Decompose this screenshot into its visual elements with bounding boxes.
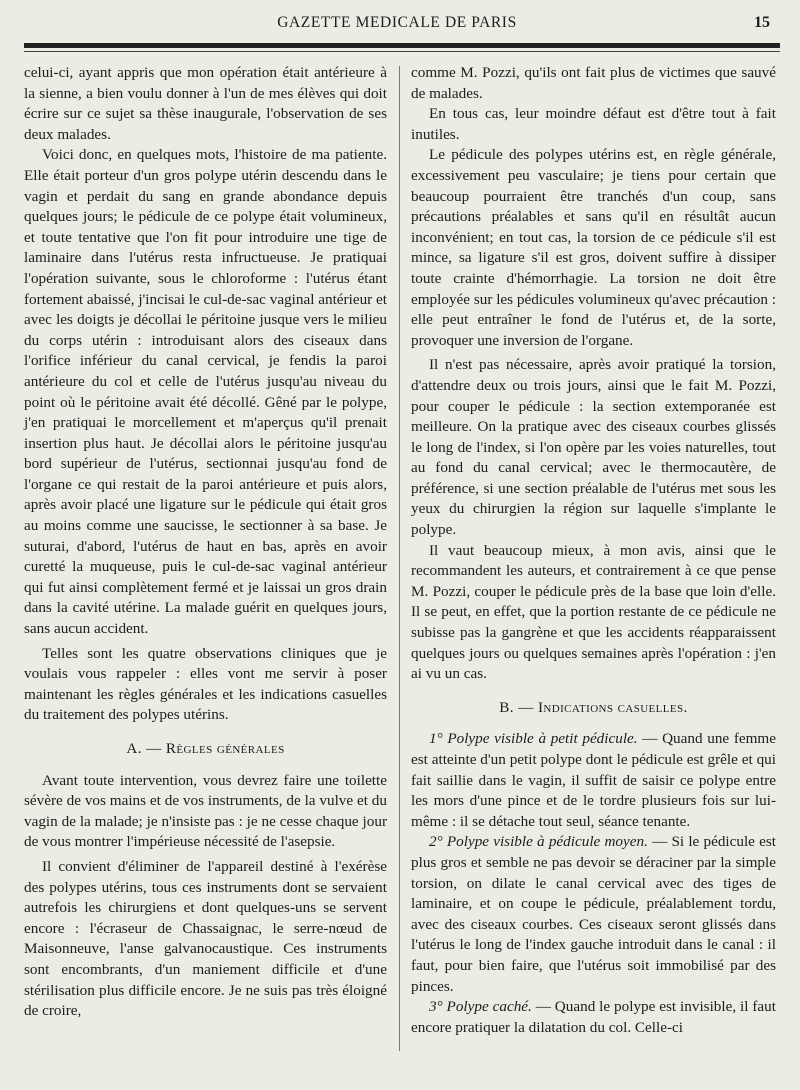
paragraph: celui-ci, ayant appris que mon opération était antérieure à la sienne, a bien voulu donner à l'un de mes élèves qui doit écrire sur ce sujet sa thèse inaugurale, l'observation de ses deux malades. <box>24 64 387 143</box>
paragraph: Le pédicule des polypes utérins est, en règle générale, excessivement peu vasculaire; je tiens pour certain que beaucoup pourraient être tranchés d'un coup, sans précautions préalables et sans qu'il en résultât aucun inconvénient; en tout cas, la torsion de ce pédicule s'il est mince, sa ligature s'il est gros, doivent suffire à dissiper toute crainte d'hémorrhagie. La torsion ne doit être employée sur les pédicules volumineux qu'avec précaution : elle peut entraîner le fond de l'utérus et, de la sorte, provoquer une inversion de l'organe. <box>411 146 777 349</box>
section-heading: A. — Règles générales <box>126 740 285 757</box>
paragraph <box>411 997 776 1038</box>
paragraph: comme M. Pozzi, qu'ils ont fait plus de victimes que sauvé de malades. <box>411 64 776 102</box>
right-column <box>411 63 776 1038</box>
paragraph-lead: 3° Polype caché. <box>429 998 532 1016</box>
paragraph: Il vaut beaucoup mieux, à mon avis, ainsi que le recommandent les auteurs, et contrairement à ce que pense M. Pozzi, couper le pédicule près de la base que loin d'elle. Il se peut, en effet, que la portion restante de ce pédicule ne subisse pas la gangrène et que les accidents réapparaissent quelques jours ou quelques semaines après l'opération : j'en ai vu un cas. <box>411 541 776 683</box>
paragraph <box>411 729 776 832</box>
paragraph-body: — Quand le polype est invisible, il faut encore pratiquer la dilatation du col. Celle-ci <box>411 998 776 1036</box>
paragraph: Il convient d'éliminer de l'appareil destiné à l'exérèse des polypes utérins, tous ces instruments dont se servaient autrefois les chirurgiens et dont quelques-uns se servent encore : l'écraseur de Chassaignac, le serre-nœud de Maisonneuve, l'anse galvanocaustique. Ces instruments sont encombrants, d'un maniement difficile et d'une stérilisation plus difficile encore. Je ne suis pas très éloigné de croire, <box>24 857 387 1020</box>
paragraph: Avant toute intervention, vous devrez faire une toilette sévère de vos mains et de vos instruments, de la vulve et du vagin de la malade; je n'insiste pas : je ne cesse chaque jour de vous montrer l'impérieuse nécessité de l'asepsie. <box>24 771 387 851</box>
paragraph: Il n'est pas nécessaire, après avoir pratiqué la torsion, d'attendre deux ou trois jours, ainsi que le fait M. Pozzi, pour couper le pédicule : la section extemporanée est meilleure. On la pratique avec des ciseaux courbes glissés le long de l'index, si l'on opère par les voies naturelles, tout au fond du canal cervical; avec le thermocautère, de préférence, si une section préalable de l'utérus met sous les yeux du chirurgien la région sur laquelle s'implante le polype. <box>411 356 776 539</box>
paragraph: En tous cas, leur moindre défaut est d'être tout à fait inutiles. <box>411 105 776 143</box>
page-number: 15 <box>754 14 770 31</box>
header-rule-thick <box>24 43 780 48</box>
paragraph <box>411 832 776 997</box>
paragraph-lead: 2° Polype visible à pédicule moyen. <box>429 833 648 851</box>
paragraph-lead: 1° Polype visible à petit pédicule. <box>429 730 638 748</box>
journal-title: GAZETTE MEDICALE DE PARIS <box>277 14 517 31</box>
paragraph: Telles sont les quatre observations cliniques que je voulais vous rappeler : elles vont me servir à poser maintenant les règles générales et les indications casuelles du traitement des polypes utérins. <box>24 644 387 724</box>
section-heading: B. — Indications casuelles. <box>499 698 688 716</box>
header-rule-thin <box>24 51 780 52</box>
paragraph: Voici donc, en quelques mots, l'histoire de ma patiente. Elle était porteur d'un gros polype utérin descendu dans le vagin et perdait du sang en grande abondance depuis quelques jours; le pédicule de ce polype était volumineux, et toute tentative que l'on fit pour introduire une tige de laminaire dans l'utérus resta infructueuse. Je pratiquai l'opération suivante, sous le chloroforme : l'utérus étant fortement abaissé, j'incisai le cul-de-sac vaginal antérieur et avec les doigts je décollai le péritoine jusque vers le milieu du corps utérin : introduisant alors des ciseaux dans l'orifice inférieur du canal cervical, je fendis la paroi antérieure du col et celle de l'utérus jusqu'au niveau du point où le péritoine avait été décollé. Gêné par le polype, j'en pratiquai le morcellement et m'aperçus qu'il prenait insertion plus haut. Je décollai alors le péritoine jusqu'au bord supérieur de l'utérus, sectionnai jusqu'au fond de l'organe ce qui restait de la paroi antérieure et puis alors, après avoir placé une ligature sur le pédicule qui était gros au moins comme une saucisse, le sectionner à sa base. Je suturai, d'abord, l'utérus de haut en bas, après en avoir curetté la muqueuse, puis le cul-de-sac vaginal antérieur qui fut ainsi complètement fermé et je laissai un gros drain dans la cavité utérine. La malade guérit en quelques jours, sans aucun accident. <box>24 146 387 638</box>
paragraph-body: — Quand une femme est atteinte d'un petit polype dont le pédicule est grêle et qui fait saillie dans le vagin, il suffit de saisir ce polype entre les mors d'une pince et de le tordre plusieurs fois sur lui-même : il se détache tout seul, séance tenante. <box>411 730 776 830</box>
page-header <box>24 14 770 36</box>
left-column <box>24 63 387 1022</box>
column-divider <box>399 66 400 1051</box>
paragraph-body: — Si le pédicule est plus gros et semble ne pas devoir se déraciner par la simple torsion, on dilate le canal cervical avec des tiges de laminaire, et on coupe le pédicule, préalablement tordu, avec des ciseaux courbes. Ces ciseaux seront glissés dans l'utérus le long de l'index gauche introduit dans le canal : il faut, pour bien faire, que l'utérus soit immobilisé par des pinces. <box>411 833 776 995</box>
